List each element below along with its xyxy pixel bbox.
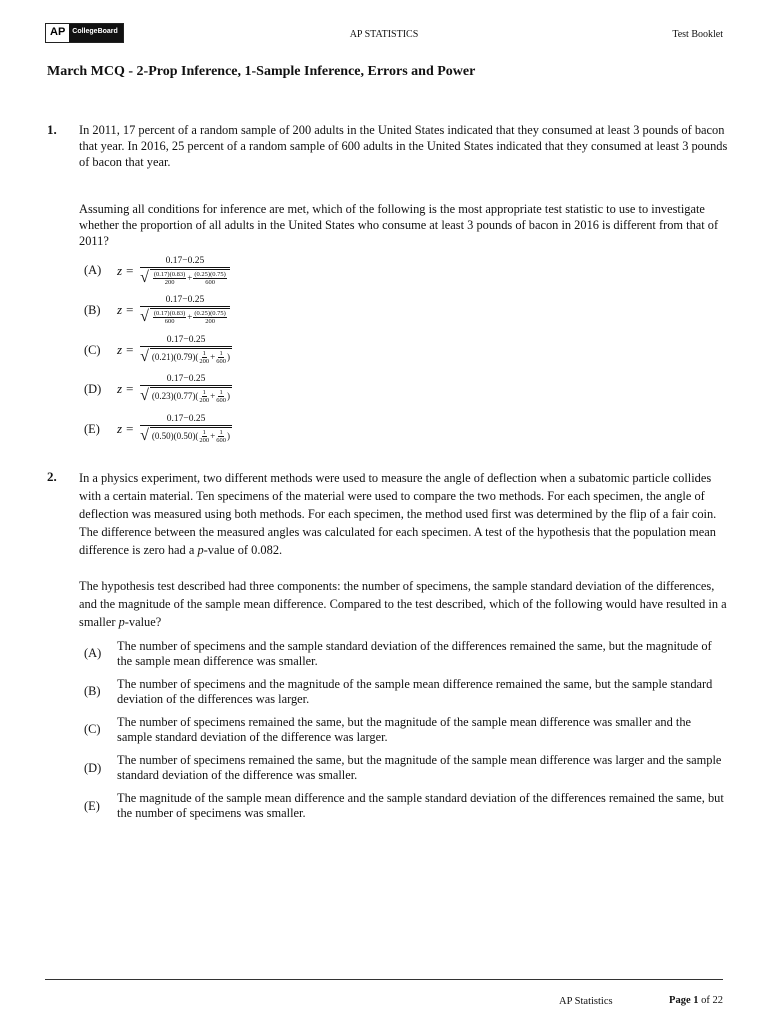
q2-option-c-letter[interactable]: (C): [84, 722, 101, 736]
question-1-number: 1.: [47, 122, 57, 137]
q1-option-c-formula[interactable]: z = 0.17−0.25 √ (0.21)(0.79) ( 1 200 + $\frac{1}{600}$ ): [117, 335, 230, 365]
q2-option-a-text[interactable]: The number of specimens and the sample standard deviation of the differences remained the same, but the magnitude of the sample mean difference was smaller.: [117, 639, 712, 668]
q2-option-d-text[interactable]: The number of specimens remained the same, but the magnitude of the sample mean difference was larger and the sample standard deviation of the difference was smaller.: [117, 753, 722, 782]
q2-option-e-letter[interactable]: (E): [84, 799, 100, 813]
z-label: z =: [117, 263, 135, 278]
q1-option-d-formula[interactable]: z = 0.17−0.25 √ (0.23)(0.77) ( 1 200 + $\frac{1}{600}$ ): [117, 374, 230, 404]
q1-option-e-formula[interactable]: z = 0.17−0.25 √ (0.50)(0.50) ( 1 200 + $\frac{1}{600}$ ): [117, 414, 230, 444]
page-title: March MCQ - 2-Prop Inference, 1-Sample Inference, Errors and Power: [47, 64, 476, 79]
q1-option-c-letter[interactable]: (C): [84, 343, 101, 357]
footer-divider: [45, 979, 723, 980]
q2-option-b-text[interactable]: The number of specimens and the magnitude of the sample mean difference remained the same, but the sample standard deviation of the differences was larger.: [117, 677, 713, 706]
q1-option-a-formula[interactable]: z = 0.17−0.25 √ (0.17)(0.83) 200 + (0.25)(0.75) 600: [117, 253, 230, 289]
question-1-stem: In 2011, 17 percent of a random sample of 200 adults in the United States indicated that they consumed at least 3 pounds of bacon that year. In 2016, 25 percent of a random sample of 600 adults in the United States indicated that they consumed at least 3 pounds of bacon that year.: [79, 123, 728, 169]
header-booklet: Test Booklet: [672, 29, 723, 40]
footer-subject: AP Statistics: [559, 996, 613, 1007]
question-1-prompt: Assuming all conditions for inference are met, which of the following is the most appropriate test statistic to use to investigate whether the proportion of all adults in the United States who consume at least 3 pounds of bacon in 2016 is different from that of 2011?: [79, 202, 719, 248]
question-2-prompt: The hypothesis test described had three components: the number of specimens, the sample standard deviation of the differences, and the magnitude of the sample mean difference. Compared to the test described, which of the following would have resulted in a smaller p-value?: [79, 579, 727, 629]
q2-option-d-letter[interactable]: (D): [84, 761, 102, 775]
question-2-stem: In a physics experiment, two different methods were used to measure the angle of deflection when a subatomic particle collides with a certain material. Ten specimens of the material were used to compare the two methods. For each specimen, the angle of deflection was measured using both methods. For each specimen, the method used first was determined by the flip of a fair coin. The difference between the measured angles was calculated for each specimen. A test of the hypothesis that the population mean difference is zero had a p-value of 0.082.: [79, 471, 717, 557]
page-label: Page 1: [669, 995, 699, 1006]
page-number: [669, 995, 723, 1006]
q2-option-a-letter[interactable]: (A): [84, 646, 102, 660]
q2-option-b-letter[interactable]: (B): [84, 684, 101, 698]
header-subject: AP STATISTICS: [349, 29, 419, 40]
q1-option-d-letter[interactable]: (D): [84, 382, 102, 396]
q1-option-b-formula[interactable]: z = 0.17−0.25 √ (0.17)(0.83) 600 + (0.25)(0.75) 200: [117, 292, 230, 328]
numerator: 0.17−0.25: [165, 256, 205, 266]
q2-option-c-text[interactable]: The number of specimens remained the same, but the magnitude of the sample mean difference was smaller and the sample standard deviation of the difference was larger.: [117, 715, 692, 744]
question-2-number: 2.: [47, 469, 57, 484]
q1-option-e-letter[interactable]: (E): [84, 422, 100, 436]
logo-ap-text: AP: [46, 24, 69, 42]
q1-option-b-letter[interactable]: (B): [84, 303, 101, 317]
q1-option-a-letter[interactable]: (A): [84, 263, 102, 277]
page-total: of 22: [701, 995, 723, 1006]
logo-cb-text: CollegeBoard: [69, 24, 123, 42]
q2-option-e-text[interactable]: The magnitude of the sample mean difference and the sample standard deviation of the differences remained the same, but the number of specimens was smaller.: [117, 791, 724, 820]
